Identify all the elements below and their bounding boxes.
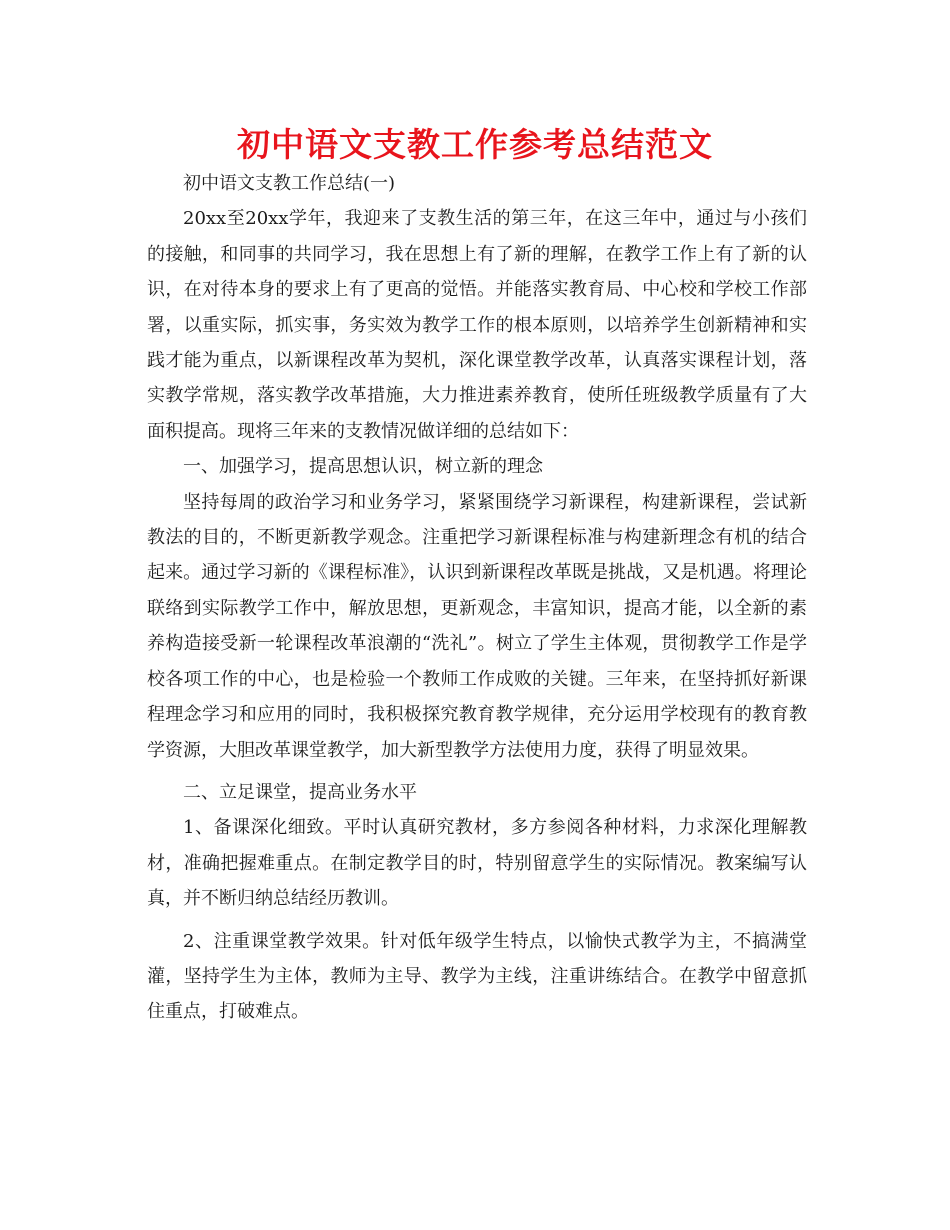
intro-paragraph: 20xx至20xx学年，我迎来了支教生活的第三年，在这三年中，通过与小孩们的接触，和同事的共同学习，我在思想上有了新的理解，在教学工作上有了新的认识，在对待本身的要求上有了更高的觉悟。并能落实教育局、中心校和学校工作部署，以重实际，抓实事，务实效为教学工作的根本原则，以培养学生创新精神和实践才能为重点，以新课程改革为契机，深化课堂教学改革，认真落实课程计划，落实教学常规，落实教学改革措施，大力推进素养教育，使所任班级教学质量有了大面积提高。现将三年来的支教情况做详细的总结如下： [147,208,807,442]
lesson-prep-paragraph: 1、备课深化细致。平时认真研究教材，多方参阅各种材料，力求深化理解教材，准确把握难重点。在制定教学目的时，特别留意学生的实际情况。教案编写认真，并不断归纳总结经历教训。 [147,817,807,910]
section-heading-summary-one: 初中语文支教工作总结(一) [183,173,396,194]
section-heading-study: 一、加强学习，提高思想认识，树立新的理念 [183,456,543,478]
classroom-effect-paragraph: 2、注重课堂教学效果。针对低年级学生特点，以愉快式教学为主，不搞满堂灌，坚持学生为主体，教师为主导、教学为主线，注重讲练结合。在教学中留意抓住重点，打破难点。 [147,930,807,1023]
section-heading-classroom: 二、立足课堂，提高业务水平 [183,781,417,803]
document-body [147,166,807,1030]
study-paragraph: 坚持每周的政治学习和业务学习，紧紧围绕学习新课程，构建新课程，尝试新教法的目的，不断更新教学观念。注重把学习新课程标准与构建新理念有机的结合起来。通过学习新的《课程标准》，认识到新课程改革既是挑战，又是机遇。将理论联络到实际教学工作中，解放思想，更新观念，丰富知识，提高才能，以全新的素养构造接受新一轮课程改革浪潮的“洗礼”。树立了学生主体观，贯彻教学工作是学校各项工作的中心，也是检验一个教师工作成败的关键。三年来，在坚持抓好新课程理念学习和应用的同时，我积极探究教育教学规律，充分运用学校现有的教育教学资源，大胆改革课堂教学，加大新型教学方法使用力度，获得了明显效果。 [147,491,807,761]
document-title: 初中语文支教工作参考总结范文 [237,125,713,164]
